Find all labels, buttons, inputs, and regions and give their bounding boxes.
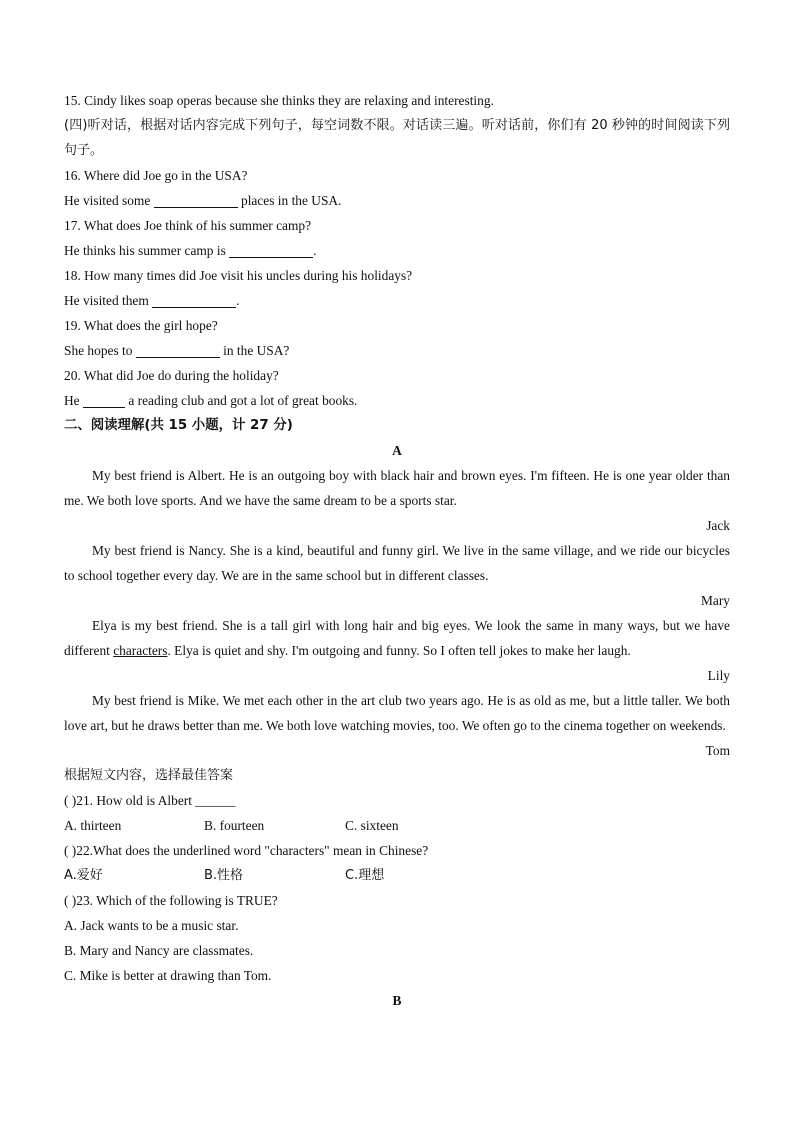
reading-section-title: 二、阅读理解(共 15 小题，计 27 分) [64, 418, 293, 433]
q22-option-b[interactable]: B.性格 [204, 868, 244, 883]
answer-18-prefix: He visited them [64, 293, 149, 308]
answer-20-suffix: a reading club and got a lot of great books. [128, 393, 358, 408]
question-22-options [64, 863, 730, 888]
question-16: 16. Where did Joe go in the USA? [64, 168, 248, 183]
answer-20 [64, 388, 730, 413]
answer-17 [64, 238, 730, 263]
answer-16-blank[interactable] [154, 192, 238, 208]
author-tom: Tom [705, 743, 730, 758]
answer-20-prefix: He [64, 393, 80, 408]
paragraph-lily-part1: Elya is my best friend. She is a tall girl with long hair and big eyes. We look the same in many ways, but we have different [64, 618, 730, 658]
q22-option-a[interactable]: A.爱好 [64, 868, 103, 883]
paragraph-mary: My best friend is Nancy. She is a kind, beautiful and funny girl. We live in the same village, and we ride our bicycles to school together every day. We are in the same school but in different classes. [64, 543, 730, 583]
passage-a-title: A [392, 443, 402, 458]
question-23: ( )23. Which of the following is TRUE? [64, 893, 278, 908]
question-18: 18. How many times did Joe visit his uncles during his holidays? [64, 268, 413, 283]
question-19: 19. What does the girl hope? [64, 318, 218, 333]
author-mary: Mary [700, 593, 730, 608]
q21-option-b[interactable]: B. fourteen [204, 818, 265, 833]
q23-option-b[interactable]: B. Mary and Nancy are classmates. [64, 943, 254, 958]
question-21: ( )21. How old is Albert ______ [64, 793, 236, 808]
answer-19-suffix: in the USA? [223, 343, 290, 358]
answer-19-prefix: She hopes to [64, 343, 133, 358]
author-jack: Jack [706, 518, 730, 533]
answer-17-blank[interactable] [229, 242, 313, 258]
question-21-options [64, 813, 730, 838]
q23-option-a[interactable]: A. Jack wants to be a music star. [64, 918, 239, 933]
answer-17-suffix: . [313, 243, 317, 258]
answer-16 [64, 188, 730, 213]
section-4-instructions: (四)听对话，根据对话内容完成下列句子，每空词数不限。对话读三遍。听对话前，你们有 20 秒钟的时间阅读下列句子。 [64, 118, 730, 158]
reading-instruction: 根据短文内容，选择最佳答案 [64, 768, 234, 783]
q21-option-c[interactable]: C. sixteen [345, 818, 399, 833]
paragraph-lily-part2: . Elya is quiet and shy. I'm outgoing and funny. So I often tell jokes to make her laugh. [167, 643, 631, 658]
paragraph-jack: My best friend is Albert. He is an outgoing boy with black hair and brown eyes. I'm fifteen. He is one year older than me. We both love sports. And we have the same dream to be a sports star. [64, 468, 730, 508]
answer-19-blank[interactable] [136, 342, 220, 358]
author-lily: Lily [707, 668, 730, 683]
question-17: 17. What does Joe think of his summer camp? [64, 218, 312, 233]
answer-18 [64, 288, 730, 313]
answer-18-suffix: . [236, 293, 240, 308]
answer-16-suffix: places in the USA. [241, 193, 342, 208]
question-20: 20. What did Joe do during the holiday? [64, 368, 279, 383]
answer-18-blank[interactable] [152, 292, 236, 308]
passage-b-title: B [392, 993, 402, 1008]
answer-16-prefix: He visited some [64, 193, 151, 208]
answer-19 [64, 338, 730, 363]
underlined-word-characters: characters [113, 643, 168, 658]
q22-option-c[interactable]: C.理想 [345, 868, 385, 883]
answer-20-blank[interactable] [83, 392, 125, 408]
answer-17-prefix: He thinks his summer camp is [64, 243, 226, 258]
question-15: 15. Cindy likes soap operas because she thinks they are relaxing and interesting. [64, 93, 494, 108]
q23-option-c[interactable]: C. Mike is better at drawing than Tom. [64, 968, 272, 983]
question-22: ( )22.What does the underlined word "characters" mean in Chinese? [64, 843, 429, 858]
exam-page [64, 88, 730, 1013]
q21-option-a[interactable]: A. thirteen [64, 818, 122, 833]
paragraph-tom: My best friend is Mike. We met each other in the art club two years ago. He is as old as me, but a little taller. We both love art, but he draws better than me. We both love watching movies, too. We often go to the cinema together on weekends. [64, 693, 730, 733]
paragraph-lily [64, 613, 730, 663]
